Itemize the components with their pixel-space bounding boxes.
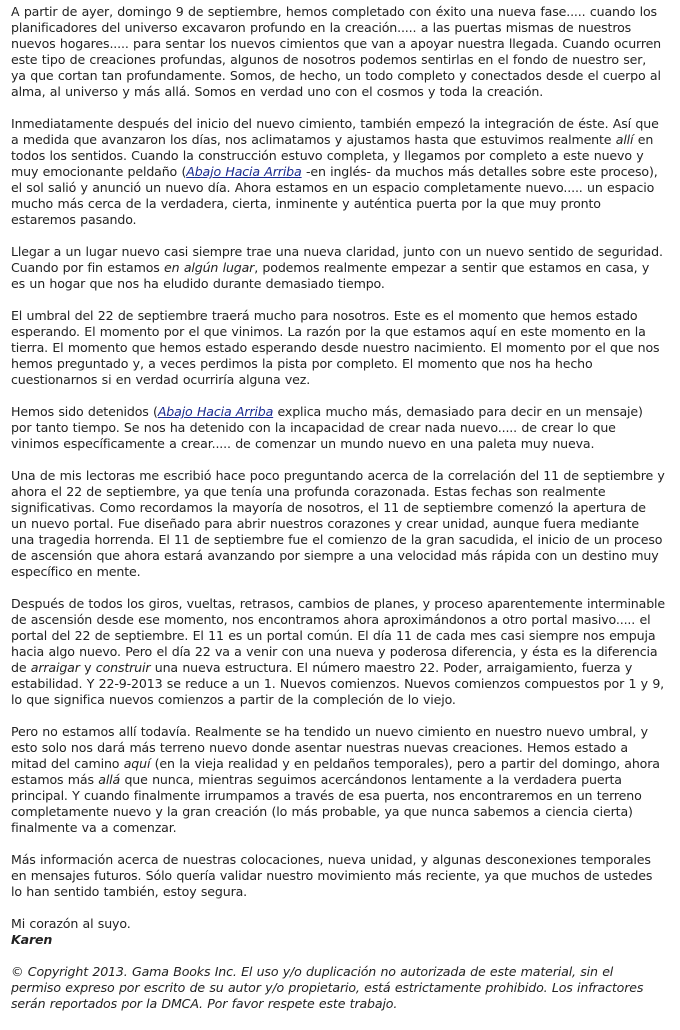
paragraph-text: Llegar a un lugar nuevo casi siempre trae una nueva claridad, junto con un nuevo sentido de seguridad. Cuando por fin estamos: [11, 244, 663, 275]
paragraph-text: una nueva estructura. El número maestro 22. Poder, arraigamiento, fuerza y estabilidad. Y 22-9-2013 se reduce a un 1. Nuevos comienzos. Nuevos comienzos compuestos por 1 y 9, lo que significa nuevos comienzos a partir de la compleción de lo viejo.: [11, 660, 665, 707]
emphasis-text: allí: [615, 132, 634, 147]
emphasis-text: en algún lugar: [164, 260, 255, 275]
emphasis-text: aquí: [123, 756, 151, 771]
copyright-notice: © Copyright 2013. Gama Books Inc. El uso y/o duplicación no autorizada de este material, sin el permiso expreso por escrito de su autor y/o propietario, está estrictamente prohibido. Los infractores serán reportados por la DMCA. Por favor respete este trabajo.: [11, 964, 644, 1011]
article-paragraph: [11, 308, 665, 388]
article-paragraph: [11, 852, 665, 900]
abajo-hacia-arriba-link[interactable]: Abajo Hacia Arriba: [186, 164, 302, 179]
article-paragraph: [11, 404, 665, 452]
paragraph-text: en todos los sentidos. Cuando la construcción estuvo completa, y llegamos por completo a este nuevo y muy emocionante peldaño (: [11, 132, 654, 179]
paragraph-text: -en inglés- da muchos más detalles sobre este proceso), el sol salió y anunció un nuevo día. Ahora estamos en un espacio completamente nuevo..... un espacio mucho más cerca de la verdadera, cierta, inminente y auténtica puerta por la que muy pronto estaremos pasando.: [11, 164, 658, 227]
article-paragraph: [11, 596, 665, 708]
paragraph-text: (en la vieja realidad y en peldaños temporales), pero a partir del domingo, ahora estamos más: [11, 756, 660, 787]
article-body: [11, 4, 665, 1012]
article-paragraph: [11, 468, 665, 580]
paragraph-text: Una de mis lectoras me escribió hace poco preguntando acerca de la correlación del 11 de septiembre y ahora el 22 de septiembre, ya que tenía una profunda corazonada. Estas fechas son realmente significativas. Como recordamos la mayoría de nosotros, el 11 de septiembre comenzó la apertura de un nuevo portal. Fue diseñado para abrir nuestros corazones y crear unidad, aunque fuera mediante una tragedia horrenda. El 11 de septiembre fue el comienzo de la gran sacudida, el inicio de un proceso de ascensión que ahora estará avanzando por siempre a una velocidad más rápida con un destino muy específico en mente.: [11, 468, 665, 579]
emphasis-text: allá: [98, 772, 121, 787]
article-paragraph: [11, 4, 665, 100]
paragraph-text: El umbral del 22 de septiembre traerá mucho para nosotros. Este es el momento que hemos estado esperando. El momento por el que vinimos. La razón por la que estamos aquí en este momento en la tierra. El momento que hemos estado esperando desde nuestro nacimiento. El momento por el que nos hemos preguntado y, a veces perdimos la pista por completo. El momento que nos ha hecho cuestionarnos si en verdad ocurriría alguna vez.: [11, 308, 660, 387]
paragraph-text: que nunca, mientras seguimos acercándonos lentamente a la verdadera puerta principal. Y cuando finalmente irrumpamos a través de esa puerta, nos encontraremos en un terreno completamente nuevo y la gran creación (lo más probable, ya que nunca sabemos a ciencia cierta) finalmente va a comenzar.: [11, 772, 642, 835]
abajo-hacia-arriba-link[interactable]: Abajo Hacia Arriba: [157, 404, 274, 419]
paragraph-text: y: [79, 660, 96, 675]
emphasis-text: construir: [95, 660, 151, 675]
paragraph-text: Hemos sido detenidos (: [11, 404, 158, 419]
closing-line: Mi corazón al suyo.: [11, 916, 131, 931]
paragraph-text: explica mucho más, demasiado para decir en un mensaje) por tanto tiempo. Se nos ha detenido con la incapacidad de crear nada nuevo..... de crear lo que vinimos específicamente a crear..... de comenzar un mundo nuevo en una paleta muy nueva.: [11, 404, 643, 451]
paragraph-text: Después de todos los giros, vueltas, retrasos, cambios de planes, y proceso aparentemente interminable de ascensión desde ese momento, nos encontramos ahora aproximándonos a otro portal masivo..... el portal del 22 de septiembre. El 11 es un portal común. El día 11 de cada mes casi siempre nos empuja hacia algo nuevo. Pero el día 22 va a venir con una nueva y poderosa diferencia, y ésta es la diferencia de: [11, 596, 665, 675]
emphasis-text: arraigar: [30, 660, 80, 675]
article-paragraph: [11, 724, 665, 836]
author-signature: Karen: [11, 932, 53, 947]
paragraph-text: Más información acerca de nuestras colocaciones, nueva unidad, y algunas desconexiones temporales en mensajes futuros. Sólo quería validar nuestro movimiento más reciente, ya que muchos de ustedes lo han sentido también, estoy segura.: [11, 852, 653, 899]
paragraph-text: Inmediatamente después del inicio del nuevo cimiento, también empezó la integración de éste. Así que a medida que avanzaron los días, nos aclimatamos y ajustamos hasta que estuvimos realmente: [11, 116, 659, 147]
paragraph-text: , podemos realmente empezar a sentir que estamos en casa, y es un hogar que nos ha eludido durante demasiado tiempo.: [11, 260, 650, 291]
article-paragraph: [11, 116, 665, 228]
paragraph-text: Pero no estamos allí todavía. Realmente se ha tendido un nuevo cimiento en nuestro nuevo umbral, y esto solo nos dará más terreno nuevo donde asentar nuestras nuevas creaciones. Hemos estado a mitad del camino: [11, 724, 648, 771]
paragraph-text: A partir de ayer, domingo 9 de septiembre, hemos completado con éxito una nueva fase..... cuando los planificadores del universo excavaron profundo en la creación..... a las puertas mismas de nuestros nuevos hogares..... para sentar los nuevos cimientos que van a apoyar nuestra llegada. Cuando ocurren este tipo de creaciones profundas, algunos de nosotros podemos sentirlas en el fondo de nuestro ser, ya que cortan tan profundamente. Somos, de hecho, un todo completo y conectados desde el cuerpo al alma, al universo y más allá. Somos en verdad uno con el cosmos y toda la creación.: [11, 4, 662, 99]
article-paragraph: [11, 244, 665, 292]
paragraph-list: [11, 4, 665, 900]
